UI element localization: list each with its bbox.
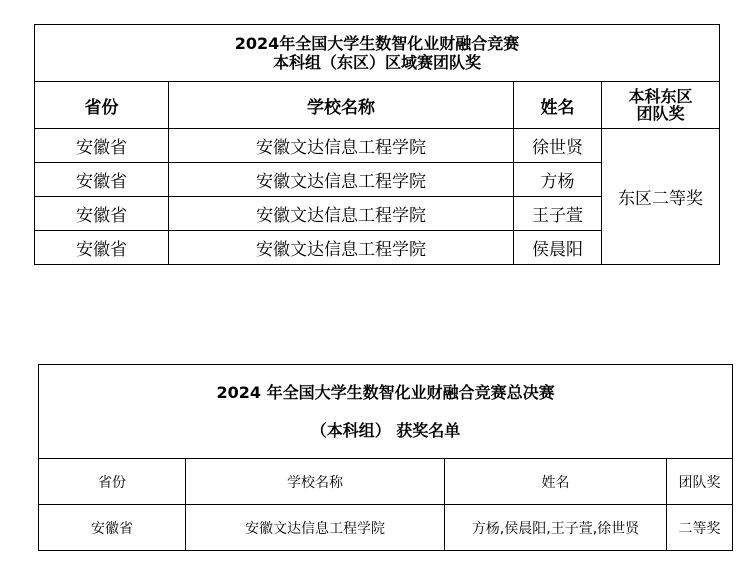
cell-name: 侯晨阳 (514, 231, 602, 265)
cell-province: 安徽省 (35, 197, 169, 231)
header-province: 省份 (35, 82, 169, 129)
cell-province: 安徽省 (35, 163, 169, 197)
final-title-line1: 2024 年全国大学生数智化业财融合竞赛总决赛 (216, 382, 555, 402)
header-name: 姓名 (445, 459, 667, 505)
table-row (35, 129, 720, 163)
header-school: 学校名称 (169, 82, 514, 129)
cell-school: 安徽文达信息工程学院 (169, 231, 514, 265)
cell-name: 方杨 (514, 163, 602, 197)
table-row (39, 505, 733, 551)
header-province: 省份 (39, 459, 186, 505)
cell-name: 徐世贤 (514, 129, 602, 163)
cell-province: 安徽省 (35, 231, 169, 265)
regional-award-table (34, 24, 720, 265)
cell-names: 方杨,侯晨阳,王子萱,徐世贤 (445, 505, 667, 551)
cell-school: 安徽文达信息工程学院 (169, 163, 514, 197)
cell-school: 安徽文达信息工程学院 (169, 197, 514, 231)
header-award: 团队奖 (667, 459, 733, 505)
regional-title-line1: 2024年全国大学生数智化业财融合竞赛 (234, 34, 520, 53)
cell-province: 安徽省 (39, 505, 186, 551)
cell-award: 东区二等奖 (602, 129, 720, 265)
regional-table-title (35, 25, 720, 82)
cell-award: 二等奖 (667, 505, 733, 551)
header-award-line1: 本科东区 (628, 87, 693, 106)
final-table-title (39, 365, 733, 459)
final-title-line2: （本科组） 获奖名单 (310, 420, 461, 440)
header-name: 姓名 (514, 82, 602, 129)
cell-name: 王子萱 (514, 197, 602, 231)
final-award-table (38, 364, 733, 551)
header-award (602, 82, 720, 129)
regional-title-line2: 本科组（东区）区域赛团队奖 (273, 53, 482, 72)
cell-school: 安徽文达信息工程学院 (169, 129, 514, 163)
header-school: 学校名称 (186, 459, 445, 505)
cell-province: 安徽省 (35, 129, 169, 163)
cell-school: 安徽文达信息工程学院 (186, 505, 445, 551)
header-award-line2: 团队奖 (636, 104, 685, 123)
